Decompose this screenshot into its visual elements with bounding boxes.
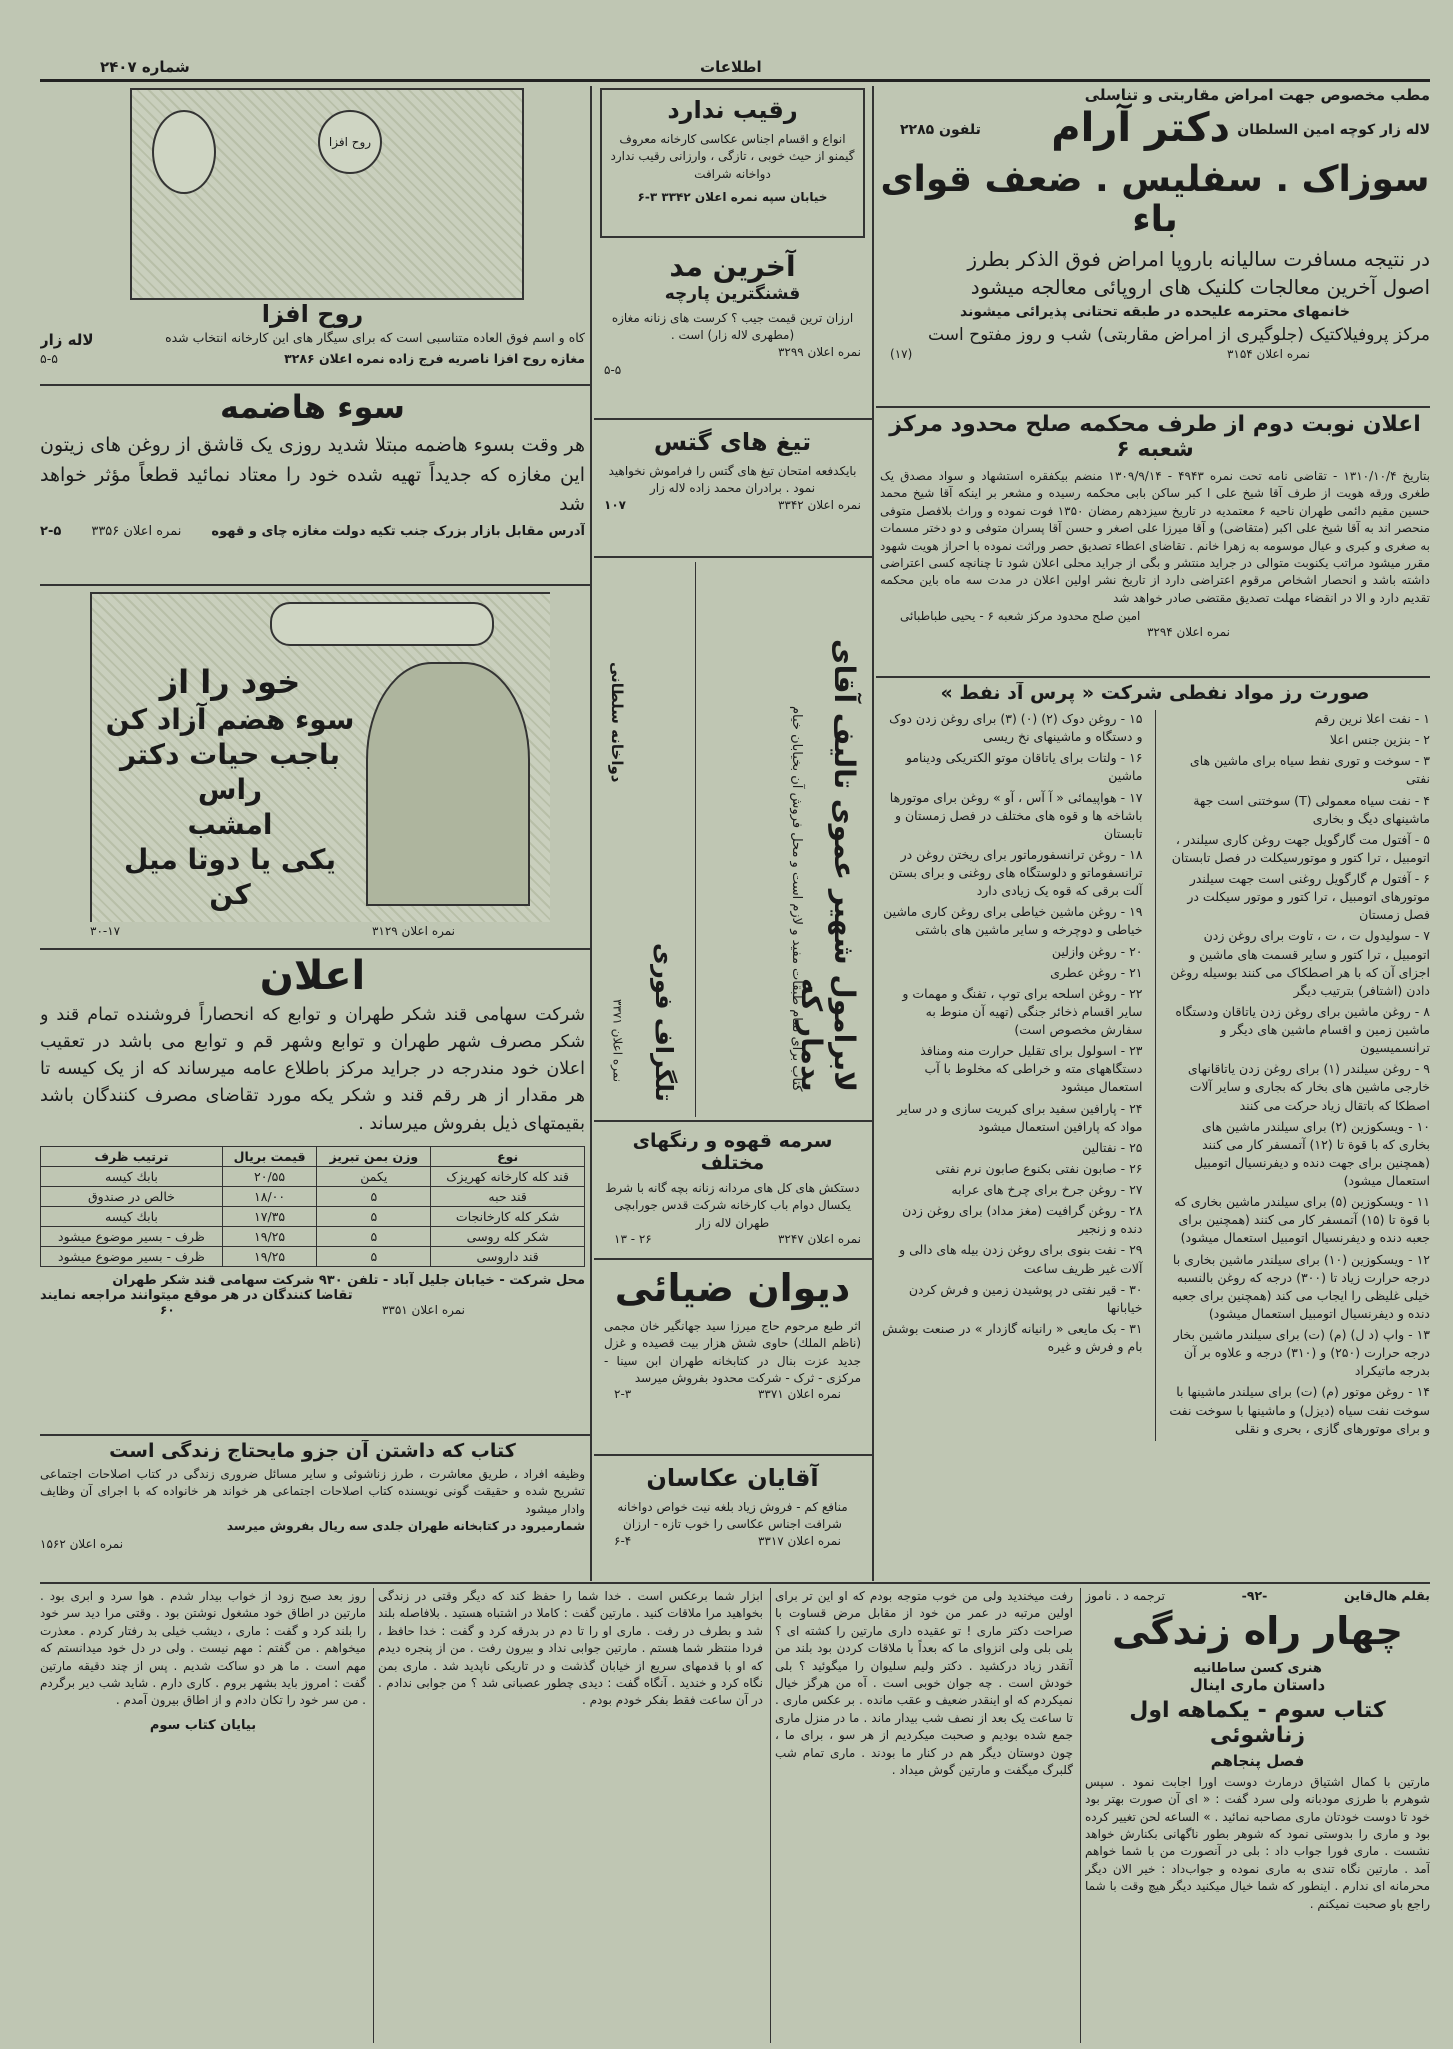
table-row <box>41 1166 585 1186</box>
pill-box-icon <box>270 602 494 646</box>
doctor-top-line: مطب مخصوص جهت امراض مقاربتی و تناسلی <box>1084 86 1430 104</box>
divan-ziaei-ad <box>600 1264 865 1452</box>
oil-list-item: ۵ - آفتول مت گارگویل جهت روغن کاری سیلندر ، اتومبیل ، ترا کتور و موتورسیکلت در فصل تابستان <box>1171 831 1430 865</box>
raghib-title: رقیب ندارد <box>667 96 798 124</box>
serial-book: کتاب سوم - یکماهه اول زناشوئی <box>1129 1697 1386 1748</box>
section-rule <box>40 384 590 386</box>
sormeh-ad-tag: ۲۶ - ۱۳ <box>614 1232 652 1247</box>
serial-col4 <box>40 1588 366 2043</box>
rooh-afza-tag: ۵-۵ <box>40 351 58 367</box>
table-header-cell: وزن بمن تبریز <box>317 1146 431 1166</box>
table-cell: ظرف - بسیر موضوع میشود <box>41 1246 223 1266</box>
serial-col4-text: روز بعد صبح زود از خواب بیدار شدم . هوا سرد و ابری بود . مارتین در اطاق خود مشغول نوشتن بود . وقتی مرا دید سر خود را بلند کرد و گفت : ماری ، دیشب خیلی بد رفتار کردم . معذرت میخواهم . من گفتم : مهم نیست . ولی در دل خود میدانستم که مهم است . ما هر دو ساکت شدیم . پس از چند دقیقه مارتین گفت : امروز باید بشهر بروم . کاری دارم . شاید شب دیر برگردم . من سر خود را تکان دادم و از اطاق بیرون آمدم . <box>40 1589 366 1708</box>
doctor-name: دکتر آرام <box>1051 105 1230 151</box>
section-rule <box>594 1258 872 1260</box>
doctor-address: لاله زار کوچه امین السلطان <box>1237 122 1430 138</box>
oil-list-item: ۱۵ - روغن دوک (۲) (۰) (۳) برای روغن زدن دوک و دستگاه و ماشینهای نخ ریسی <box>889 711 1143 745</box>
dr-ross-ad <box>90 592 550 922</box>
table-cell: خالص در صندوق <box>41 1186 223 1206</box>
fold-rule <box>40 1582 1430 1584</box>
issue-number: شماره ۲۴۰۷ <box>100 58 190 76</box>
photographers-ad-tag: ۶-۴ <box>614 1533 632 1548</box>
pharmacy-vertical-name: دواخانه سلطانی <box>608 661 626 782</box>
column-rule <box>872 86 874 1581</box>
gets-body: بایکدفعه امتحان تیغ های گتس را فراموش نخواهید نمود . برادران محمد زاده لاله زار <box>608 463 857 496</box>
section-rule <box>876 406 1430 408</box>
oil-products-list <box>880 682 1430 1572</box>
serial-chapter: فصل پنجاهم <box>1210 1751 1305 1770</box>
doctor-aram-ad <box>880 86 1430 404</box>
telegraph-vertical-title: تلگراف فوری <box>650 943 678 1102</box>
rooh-afza-logo-circle <box>318 110 382 174</box>
doctor-phone: تلفون ۲۲۸۵ <box>900 122 981 138</box>
serial-title: چهار راه زندگی <box>1111 1609 1404 1653</box>
reforms-ad-number: نمره اعلان ۱۵۶۲ <box>40 1536 124 1551</box>
oil-list-item: ۷ - سولیدول ت ، ت ، تاوت برای روغن زدن اتومبیل ، ترا کتور و سایر قسمت های ماشین و اجزای آن که با هر اصطکاک می کنند بوسیله روغن دادن (اشتافر) بترتیب دیگر <box>1170 928 1430 998</box>
section-rule <box>594 418 872 420</box>
divan-ad-number: نمره اعلان ۳۳۷۱ <box>757 1387 841 1402</box>
table-cell: ۵ <box>317 1206 431 1226</box>
oil-list-item: ۱۹ - روغن ماشین خیاطی برای روغن کاری ماشین خیاطی و دوچرخه و سایر ماشین های باشتی <box>883 904 1143 938</box>
raghib-body: انواع و اقسام اجناس عکاسی کارخانه معروف گیمنو از حیث خوبی ، تازگی ، وارزانی رقیب ندارد دواخانه شرافت <box>610 131 855 181</box>
doctor-ad-number: نمره اعلان ۳۱۵۴ <box>1226 347 1310 362</box>
fashion-ad-number: نمره اعلان ۳۲۹۹ <box>777 345 861 360</box>
oil-list-item: ۴ - نفت سیاه معمولی (T) سوختنی است جهة ماشینهای دیگ و بخاری <box>1193 792 1430 826</box>
serial-col3-text: ابزار شما برعکس است . خدا شما را حفظ کند که دیگر وقتی در زندگی بخواهید مرا ملاقات کنید . مارتین گفت : کاملا در اشتباه هستید . بلافاصله بلند شد و بطرف در رفت . ماری او را تا دم در بدرقه کرد و گفت : خدا حافظ ، فردا منتظر شما هستم . مارتین جوابی نداد و بیرون رفت . من از پنجره دیدم که او با قدمهای سریع از خیابان گذشت و در تاریکی ناپدید شد . ماری بمن نگاه کرد و خندید . آنگاه گفت : دیدی چطور عصبانی شد ؟ من جوابی ندادم . در آن ساعت فقط بفکر خودم بودم . <box>378 1589 763 1708</box>
oil-list-item: ۲۹ - نفت بنوی برای روغن زدن بیله های دالی و آلات غیر ظریف ساعت <box>899 1242 1143 1276</box>
gets-ad-tag: ۱۰۷ <box>604 497 626 512</box>
sormeh-title: سرمه قهوه و رنگهای مختلف <box>632 1130 833 1174</box>
oil-list-item: ۲۲ - روغن اسلحه برای توپ ، تفنگ و مهمات و سایر اقسام ذخائر جنگی (تهیه آن منوط به سفارش مخصوص است) <box>902 985 1143 1037</box>
fashion-body: ارزان ترین قیمت جیب ؟ کرست های زنانه مغازه (مطهری لاله زار) است . <box>611 310 854 342</box>
doctor-line4: مرکز پروفیلاکتیک (جلوگیری از امراض مقاربتی) شب و روز مفتوح است <box>928 324 1430 345</box>
dr-ross-line4: امشب <box>187 808 273 841</box>
rooh-afza-street: لاله زار <box>40 330 94 349</box>
serial-column-rule <box>1080 1588 1081 2043</box>
serial-col2-text: رفت میخندید ولی من خوب متوجه بودم که او این تر برای اولین مرتبه در عمر من خود از مقابل مرض قساوت با صراحت دکتر ماری ! تو عقیده داری مارتین را کشته ای ؟ بلی بلی ولی انزوای ما که بعداً با ملاقات کردن بود بلند من آنقدر زیاد درکشید . دکتر ولیم سلیوان را میگوئید ؟ بلی خودش است . چه جوان خوبی است . آه من هرگز خیال نمیکردم که او اینقدر ضعیف و عقب مانده . بر عکس ماری . تا ساعت یک بعد از نصف شب بیدار ماند . ما در منزل ماری جمع شده بودیم و صحبت میکردیم از هر سو ، برای ما ، چون دوستان دیگر هم در کنار ما بودند . ماری تمام شب گلبرگ میگفت و مارتین گوش میداد . <box>775 1589 1073 1777</box>
photographers-ad <box>600 1460 865 1578</box>
photographers-ad-number: نمره اعلان ۳۳۱۷ <box>757 1533 841 1548</box>
dr-ross-line5: یکی یا دوتا میل کن <box>124 843 336 911</box>
reforms-line2: شمارمیرود در کتابخانه طهران جلدی سه ریال بفروش میرسد <box>226 1519 585 1534</box>
serial-column-rule <box>770 1588 771 2043</box>
sugar-ad-number: نمره اعلان ۳۳۵۱ <box>381 1302 465 1317</box>
newspaper-name: اطلاعات <box>700 58 762 76</box>
dr-ross-ad-tag: ۳۰-۱۷ <box>90 924 121 938</box>
indigestion-ad <box>40 390 585 580</box>
oil-list-item: ۲۴ - پارافین سفید برای کبریت سازی و در سایر مواد که پارافین استعمال میشود <box>897 1100 1143 1134</box>
indigestion-body: هر وقت بسوء هاضمه مبتلا شدید روزی یک قاشق از روغن های زیتون این مغازه که جدیداً تهیه شده خود را معتاد نمائید قطعاً مؤثر خواهد شد <box>40 434 585 516</box>
indigestion-ad-tag: ۲-۵ <box>40 523 62 539</box>
fashion-subtitle: قشنگترین پارچه <box>664 283 801 304</box>
court-notice-title: اعلان نوبت دوم از طرف محکمه صلح محدود مرکز شعبه ۶ <box>889 412 1421 462</box>
section-rule <box>876 676 1430 678</box>
sugar-notice-body: شرکت سهامی قند شکر طهران و توابع که انحصاراً فروشنده تمام قند و شکر مصرف شهر طهران و توابع وشهر قم و توابع می باشد در تعقیب اعلان خود مندرجه در جراید مرکز باطلاع عامه میرساند که از یک کیسه تا هر مقدار از هر رقم قند و شکر یکه مورد تقاضای مصرف کنندگان باشد بقیمتهای ذیل بفروش میرساند . <box>40 1005 585 1134</box>
photographers-body: منافع کم - فروش زیاد بلغه نیت خواص دواخانه شرافت اجناس عکاسی را خوب تازه - ارزان <box>617 1499 848 1532</box>
rooh-afza-address: مغازه روح افزا ناصریه فرج زاده نمره اعلان ۳۲۸۶ <box>284 351 585 367</box>
oil-list-item: ۱ - نفت اعلا نرین رقم <box>1314 711 1430 726</box>
dr-ross-ad-number: نمره اعلان ۳۱۲۹ <box>371 924 455 938</box>
oil-list-item: ۲۸ - روغن گرافیت (مغز مداد) برای روغن زدن دنده و زنجیر <box>902 1203 1143 1237</box>
oil-list-item: ۸ - روغن ماشین برای روغن زدن یاتاقان ودستگاه ماشین زمین و اقسام ماشین های دیگر و ترانسمیسیون <box>1175 1003 1430 1056</box>
table-row <box>41 1246 585 1266</box>
table-cell: ۲۰/۵۵ <box>222 1166 316 1186</box>
oil-list-item: ۲۳ - اسولول برای تقلیل حرارت منه ومنافذ دستگاههای مته و خراطی که مخلوط با آب استعمال میشود <box>920 1043 1143 1095</box>
table-cell: شکر کله کارخانجات <box>431 1206 585 1226</box>
sugar-footer-line1: محل شرکت - خیابان جلیل آباد - تلفن ۹۳۰ شرکت سهامی قند شکر طهران <box>112 1272 585 1288</box>
indigestion-title: سوء هاضمه <box>219 390 405 426</box>
table-cell: شکر کله روسی <box>431 1226 585 1246</box>
sormeh-ad-number: نمره اعلان ۳۲۴۷ <box>777 1232 861 1247</box>
sugar-footer-line2: تقاضا کنندگان در هر موقع میتوانند مراجعه نمایند <box>40 1287 353 1303</box>
column-rule <box>590 86 592 1581</box>
table-cell: ۵ <box>317 1246 431 1266</box>
sormeh-body: دستکش های کل های مردانه زنانه بچه گانه با شرط یکسال دوام باب کارخانه شرکت قدس جورابچی طهران لاله زار <box>605 1181 860 1230</box>
dr-ross-line2: سوء هضم آزاد کن <box>105 703 355 736</box>
oil-list-item: ۳۰ - قیر نفتی در پوشیدن زمین و فرش کردن خیابانها <box>908 1281 1143 1315</box>
oil-list-item: ۲۰ - روغن وازلین <box>1051 943 1143 959</box>
dr-ross-line1: خود را از <box>159 663 301 701</box>
sugar-notice-title: اعلان <box>259 954 366 999</box>
table-cell: قند کله کارخانه کهریزک <box>431 1166 585 1186</box>
oil-list-item: ۶ - آفتول م گارگویل روغنی است جهت سیلندر موتورهای اتومبیل ، ترا کتور و موتور سیکلت در فصل زمستان <box>1187 871 1430 923</box>
vertical-ad-number: نمره اعلان ۳۳۷۱ <box>610 998 625 1082</box>
oil-list-right-column <box>1168 710 1431 1441</box>
table-header-cell: قیمت بریال <box>222 1146 316 1166</box>
divan-ad-tag: ۲-۳ <box>614 1387 632 1402</box>
reforms-body: وظیفه افراد ، طریق معاشرت ، طرز زناشوئی و سایر مسائل ضروری زندگی در کتاب اصلاحات اجتماعی تشریح شده و حقیقت گونی نویسنده کتاب اصلاحات اجتماعی هر خواند هر خانواده که با اجرای آن وظایف وادار میشود <box>40 1467 585 1516</box>
sugar-price-table <box>40 1146 585 1267</box>
dr-ross-footer <box>40 924 585 944</box>
section-rule <box>594 1454 872 1456</box>
rooh-afza-ad <box>40 88 585 308</box>
sugar-ad-tag: ۶۰ <box>160 1302 175 1317</box>
indigestion-address: آدرس مقابل بازار بزرک جنب تکیه دولت مغازه چای و قهوه <box>211 523 585 539</box>
book-ad-vertical-title: لابرامول شهیر عموی تالیف آقای بدمار که <box>795 639 861 1092</box>
court-notice-body: بتاریخ ۱۳۱۰/۱۰/۴ - تقاضی نامه تحت نمره ۴۹۴۳ - ۱۳۰۹/۹/۱۴ منضم بیکفقره استشهاد و سواد مصدق یک طغری ورقه هویت از طرف آقا شیخ علی ا کبر ساکن بابی محکمه رسیده و مشعر بر اینکه آقا شیخ محمد حسین مقیم دائمی طهران ناحیه ۶ معتمدیه در تاریخ سیزدهم رمضان ۱۳۵۰ فوت نموده و وراث بلافصل متوفی منحصر اند به آقا شیخ علی اکبر (متقاضی) و آقا میرزا علی اصغر و حسن آقا پسران متوفی و دو دختر مسمات به صغری و کبری و عیال موسومه به زهرا خانم . تقاضای اعطاء تصدیق حصر وراثت نموده با احراز هویت شهود مقرر میشود مراتب یکنوبت متوالی در جراید منتشر و بگی از جراید محلی اعلان شود تا چنانچه کسی اعتراضی داشته باشد و انحصار اشخاص مرقوم اعتراضی دارد از تاریخ نشر اولین اعلان در مدت سه ماه باین محکمه تقدیم دارد و الا در انقضاء مهلت تصدیق مقتضی صادر خواهد شد <box>880 469 1430 605</box>
vertical-ads-block <box>600 562 865 1117</box>
section-rule <box>40 1434 590 1436</box>
doctor-line1: در نتیجه مسافرت سالیانه باروپا امراض فوق الذکر بطرز <box>967 247 1430 272</box>
serial-column-rule <box>373 1588 374 2043</box>
social-reforms-book-ad <box>40 1440 585 1578</box>
dr-ross-line3: باجب حیات دکتر راس <box>119 738 341 806</box>
masthead <box>40 50 1430 82</box>
oil-list-item: ۳ - سوخت و توری نفط سیاه برای ماشین های نفتی <box>1189 753 1430 787</box>
table-cell: ۱۷/۳۵ <box>222 1206 316 1226</box>
fashion-title: آخرین مد <box>669 250 796 283</box>
oil-list-item: ۱۷ - هواپیمائی « آ آس ، آو » روغن برای موتورها باشاخه ها و قوه های مختلف در فصل زمستان و تابستان <box>889 789 1143 841</box>
oil-list-item: ۲۶ - صابون نفتی بکنوع صابون نرم نفتی <box>935 1160 1143 1176</box>
oil-list-item: ۱۶ - ولتات برای یاتاقان موتو الکتریکی ودینامو ماشین <box>905 750 1143 784</box>
oil-list-item: ۱۱ - ویسکوزین (۵) برای سیلندر ماشین بخاری که با قوة تا (۱۵) آتمسفر کار می کنند (همچنین برای جعبه دنده و دیفرنسیال اتومبیل استعمال میشود) <box>1174 1194 1430 1246</box>
serial-sub: هنری کسن ساطانیه <box>1193 1660 1322 1676</box>
section-rule <box>40 948 590 950</box>
table-cell: ۱۹/۲۵ <box>222 1226 316 1246</box>
oil-list-item: ۲۱ - روغن عطری <box>1050 964 1143 980</box>
oil-list-item: ۲۵ - نفتالین <box>1082 1139 1143 1155</box>
oil-list-item: ۱۰ - ویسکوزین (۲) برای سیلندر ماشین های بخاری که با قوة تا (۱۲) آتمسفر کار می کنند (همچنین برای جهت دنده و دیفرنسیال اتومبیل استعمال میشود) <box>1194 1118 1430 1188</box>
section-rule <box>594 1120 872 1122</box>
oil-list-item: ۹ - روغن سیلندر (۱) برای روغن زدن یاتاقانهای خارجی ماشین های بخار که بجاری و سایر آلات اصطکا که باتقال زیاد حرکت می کنند <box>1187 1061 1430 1113</box>
court-notice-ad-number: نمره اعلان ۳۲۹۴ <box>1146 625 1230 640</box>
fashion-ad-tag: ۵-۵ <box>604 362 622 377</box>
serial-end: بیایان کتاب سوم <box>149 1717 257 1733</box>
oil-list-item: ۳۱ - بک مایعی « رانیانه گازدار » در صنعت بوشش بام و فرش و غیره <box>882 1320 1143 1354</box>
oil-list-item: ۱۳ - واپ (د ل) (م) (ت) برای سیلندر ماشین بخار درجه حرارت (۲۵۰) و (۳۱۰) درجه و علاوه بر آن بدرجه ماتیکراد <box>1173 1327 1430 1379</box>
table-cell: ۵ <box>317 1226 431 1246</box>
rooh-afza-body: کاه و اسم فوق العاده متناسبی است که برای سیگار های این کارخانه انتخاب شده <box>165 329 585 345</box>
table-row <box>41 1206 585 1226</box>
oil-list-item: ۱۸ - روغن ترانسفورماتور برای ریختن روغن در ترانسفوماتو و دلوستگاه های روغنی و برای بستن آلت برقی که قوه یک زیادی دارد <box>889 846 1143 899</box>
table-header-cell: ترتیب ظرف <box>41 1146 223 1166</box>
latest-fashion-ad <box>600 246 865 416</box>
table-cell: قند حبه <box>431 1186 585 1206</box>
portrait-medallion <box>152 110 216 194</box>
rooh-afza-caption <box>40 300 585 380</box>
table-cell: ظرف - بسیر موضوع میشود <box>41 1226 223 1246</box>
table-row <box>41 1186 585 1206</box>
rooh-afza-title: روح افزا <box>261 300 364 328</box>
table-cell: قند داروسی <box>431 1246 585 1266</box>
court-notice-sign: امین صلح محدود مرکز شعبه ۶ - یحیی طباطبائی <box>900 609 1141 624</box>
gets-title: تیغ های گتس <box>653 428 812 456</box>
reforms-title: کتاب که داشتن آن جزو مایحتاج زندگی است <box>109 1440 516 1462</box>
table-cell: ۱۹/۲۵ <box>222 1246 316 1266</box>
divan-title: دیوان ضیائی <box>614 1266 851 1310</box>
serial-translator: ترجمه د . ناموز <box>1085 1588 1165 1603</box>
table-cell: بابك كيسه <box>41 1166 223 1186</box>
table-cell: بابك كيسه <box>41 1206 223 1226</box>
court-notice <box>880 412 1430 674</box>
serial-col1-text: مارتین با کمال اشتیاق درمارث دوست اورا اجابت نمود . سپس شوهرم با طرزی مودبانه ولی سرد گفت : « ای آن صورت بهتر بود خود تا دوست خودتان ماری مصاحبه نمائید . » الساعه لحن تغییر کرده بود و ماری را بدوستی نمود که شوهر بطور ناگهانی بکنارش خواهد نشست . ماری فورا جواب داد : بلی در آنصورت من با شما خواهم آمد . مارتین نگاه تندی به ماری نموده و جواب‌داد : خیر الان دیگر محرمانه ای ندارم . اینطور که شما خیال میکنید دیگر هیچ وقت با شما راجع باو صحبت نمیکنم . <box>1085 1774 1430 1911</box>
serial-header-column <box>1085 1588 1430 2043</box>
doctor-ad-tag: (۱۷) <box>890 347 913 362</box>
oil-list-left-column <box>880 710 1143 1441</box>
doctor-line3: خانمهای محترمه علیحده در طبقه تحتانی پذیرائی میشوند <box>960 304 1350 321</box>
gets-razor-ad <box>600 424 865 552</box>
section-rule <box>40 584 590 586</box>
raghib-ad <box>600 88 865 238</box>
oil-list-item: ۱۲ - ویسکوزین (۱۰) برای سیلندر ماشین بخاری با درجه حرارت زیاد تا (۳۰۰) درجه که روغن بالنسبه خیلی غلیظی را ایجاب می کند (همچنین برای جعبه دنده و دیفرنسیال اتومبیل استعمال میشود) <box>1171 1251 1430 1321</box>
rooh-afza-logo-text: روح افزا <box>328 135 372 149</box>
gets-ad-number: نمره اعلان ۳۳۴۲ <box>777 497 861 512</box>
oil-list-title: صورت رز مواد نفطی شرکت « پرس آد نفط » <box>940 682 1370 704</box>
rooh-afza-illustration <box>130 88 524 300</box>
oil-list-item: ۲ - بنزین جنس اعلا <box>1329 732 1430 748</box>
divan-body: اثر طبع مرحوم حاج میرزا سید جهانگیر خان مجمی (ناظم الملك) حاوی شش هزار بیت قصیده و غزل جدید عزت بنال در کتابخانه طهران ابن سینا - مرکزی - ثرک - شرکت محدود بفروش میرسد <box>604 1318 861 1385</box>
indigestion-ad-number: نمره اعلان ۳۳۵۶ <box>91 523 182 539</box>
raghib-address: خیابان سپه نمره اعلان ۳۳۴۲ ۳-۶ <box>637 189 828 204</box>
serial-byline: بقلم هال‌قاین <box>1344 1588 1430 1603</box>
man-figure-drawing <box>366 662 530 906</box>
book-ad-vertical-text: کتاب برای تمام طبقات مفید و لازم است و محل فروش آن بخیابان خیام <box>789 706 804 1092</box>
oil-list-item: ۲۷ - روغن جرخ برای چرخ های عرابه <box>951 1182 1143 1197</box>
table-header-cell: نوع <box>431 1146 585 1166</box>
table-cell: ۱۸/۰۰ <box>222 1186 316 1206</box>
table-row <box>41 1226 585 1246</box>
table-cell: ۵ <box>317 1186 431 1206</box>
photographers-title: آقایان عکاسان <box>646 1464 819 1492</box>
oil-list-item: ۱۴ - روغن موتور (م) (ت) برای سیلندر ماشینها با سوخت نفت سیاه (دیزل) و ماشینها با سوخت نفت و برای موتورهای گازی ، بحری و نقلی <box>1169 1384 1430 1436</box>
doctor-diseases: سوزاک . سفلیس . ضعف قوای باء <box>880 159 1430 240</box>
sormeh-ad <box>600 1126 865 1256</box>
serial-sub2: داستان ماری اینال <box>1189 1675 1326 1694</box>
serial-episode: -۹۲- <box>1241 1588 1268 1603</box>
doctor-line2: اصول آخرین معالجات کلنیک های اروپائی معالجه میشود <box>970 275 1430 300</box>
section-rule <box>594 556 872 558</box>
table-cell: یکمن <box>317 1166 431 1186</box>
sugar-company-notice <box>40 954 585 1430</box>
